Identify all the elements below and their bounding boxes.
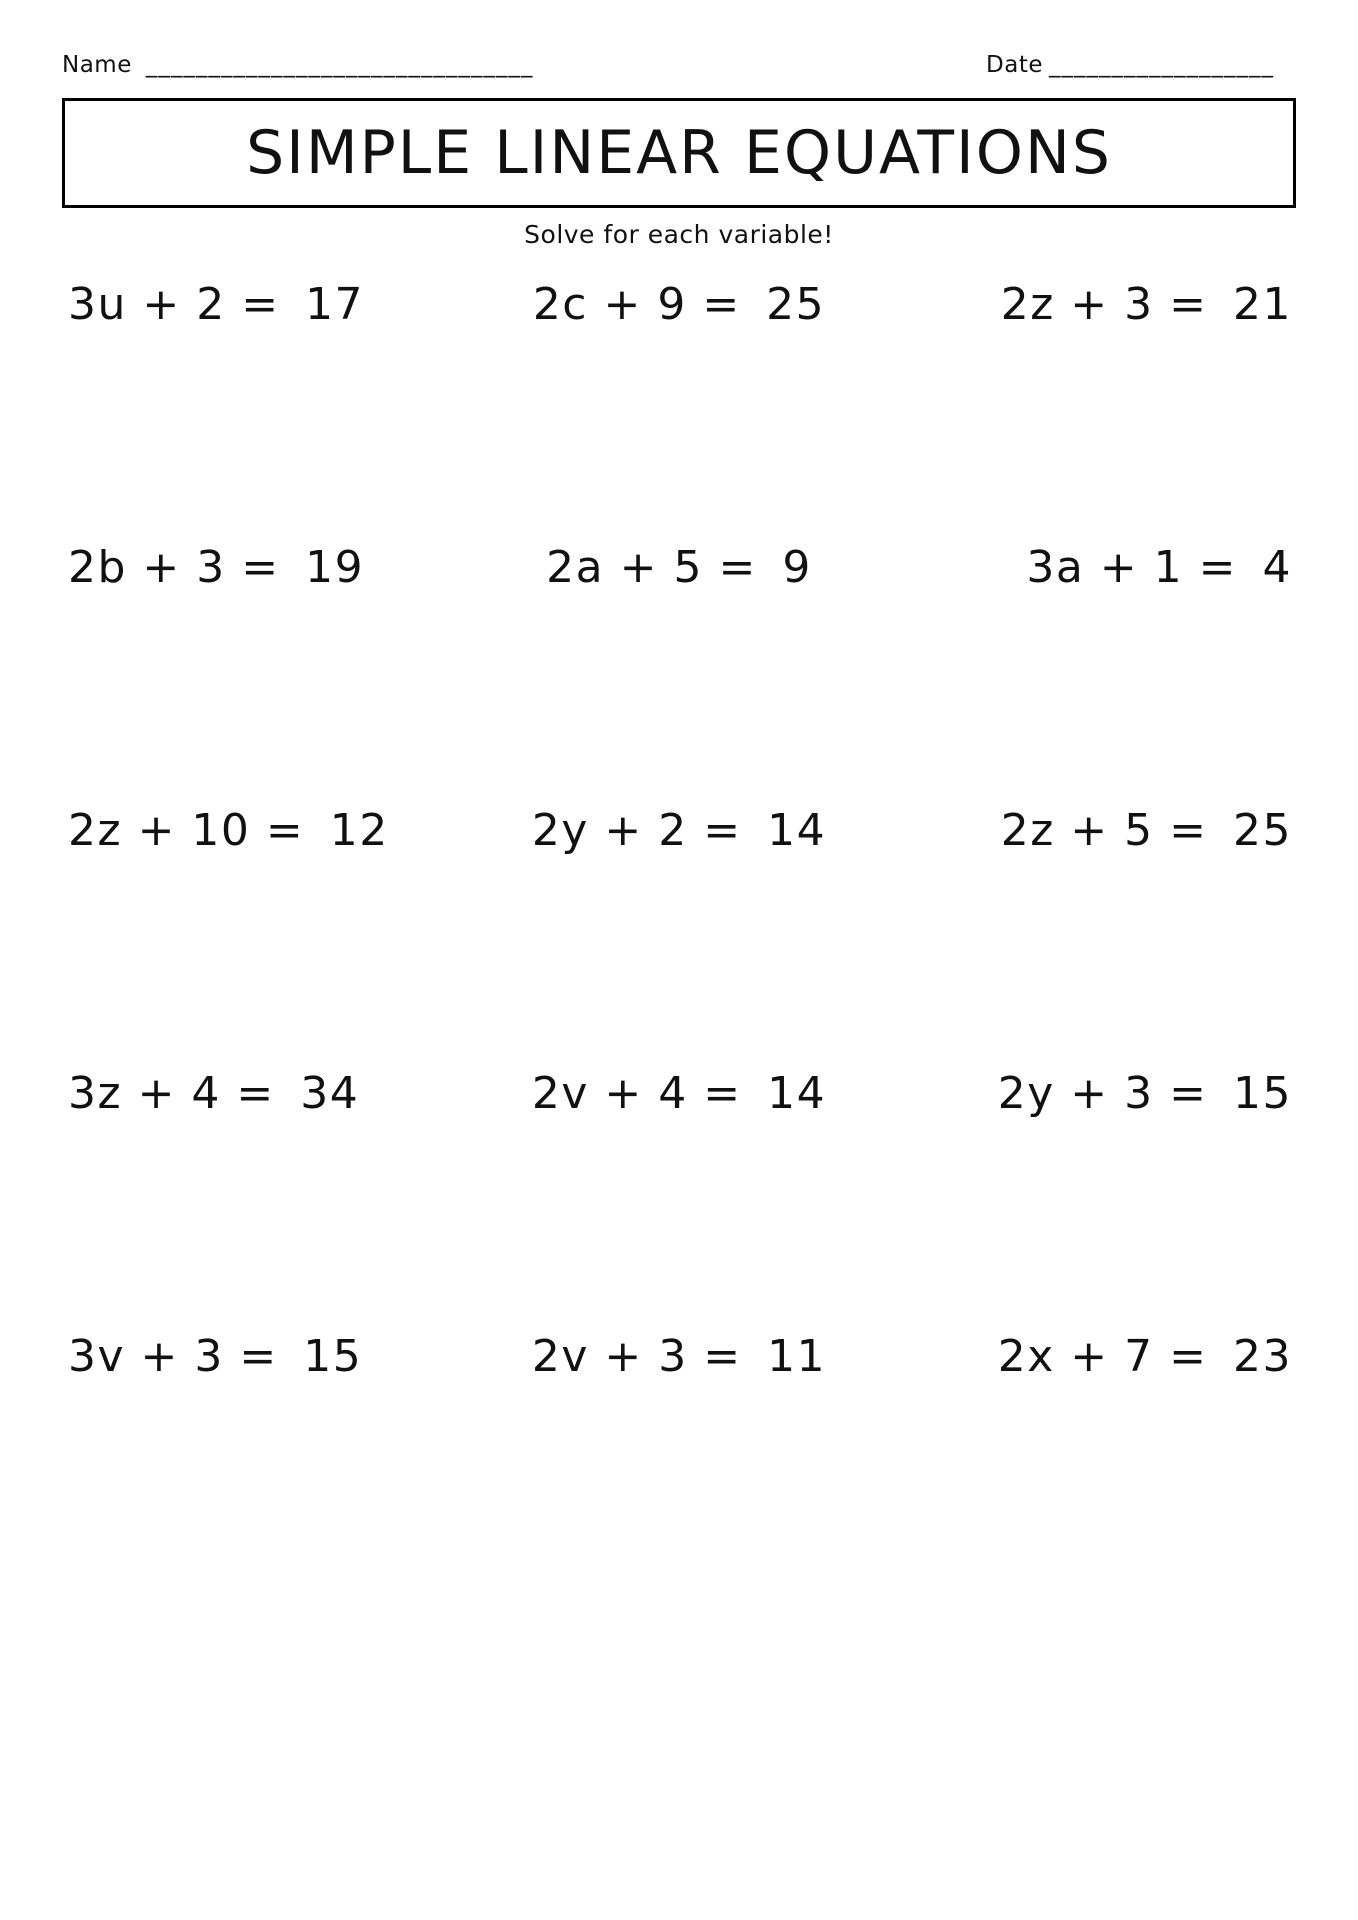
- problem-item[interactable]: [885, 275, 1296, 538]
- problem-expression: 2v + 4 =: [531, 1068, 758, 1119]
- problem-expression: 2v + 3 =: [531, 1331, 758, 1382]
- problem-expression: 2a + 5 =: [546, 542, 773, 593]
- problem-item[interactable]: [62, 1327, 473, 1590]
- problem-item[interactable]: [473, 1327, 884, 1590]
- problem-value: 19: [305, 542, 365, 593]
- title-box: [62, 98, 1296, 208]
- problem-item[interactable]: [885, 801, 1296, 1064]
- problem-item[interactable]: [62, 801, 473, 1064]
- problem-value: 9: [782, 542, 812, 593]
- problem-expression: 3a + 1 =: [1026, 542, 1253, 593]
- problem-value: 25: [1233, 805, 1292, 856]
- date-field[interactable]: [986, 52, 1296, 78]
- problem-grid: [62, 275, 1296, 1590]
- problem-expression: 3v + 3 =: [68, 1331, 294, 1382]
- problem-item[interactable]: [62, 538, 473, 801]
- problem-value: 15: [303, 1331, 363, 1382]
- date-write-line[interactable]: __________________: [1049, 52, 1274, 78]
- problem-item[interactable]: [885, 538, 1296, 801]
- problem-item[interactable]: [885, 1327, 1296, 1590]
- problem-expression: 2x + 7 =: [997, 1331, 1223, 1382]
- name-write-line[interactable]: _______________________________: [145, 52, 534, 78]
- page-title: SIMPLE LINEAR EQUATIONS: [246, 118, 1112, 188]
- problem-value: 23: [1233, 1331, 1292, 1382]
- problem-item[interactable]: [62, 1064, 473, 1327]
- problem-expression: 3u + 2 =: [68, 279, 296, 330]
- student-info-row: [62, 0, 1296, 78]
- problem-expression: 2y + 2 =: [531, 805, 758, 856]
- problem-item[interactable]: [473, 275, 884, 538]
- problem-expression: 2c + 9 =: [532, 279, 757, 330]
- problem-item[interactable]: [473, 1064, 884, 1327]
- problem-value: 4: [1262, 542, 1292, 593]
- problem-expression: 2z + 5 =: [1000, 805, 1223, 856]
- problem-value: 25: [766, 279, 826, 330]
- problem-value: 15: [1233, 1068, 1292, 1119]
- problem-value: 17: [305, 279, 365, 330]
- name-field[interactable]: [62, 52, 533, 78]
- problem-expression: 2z + 3 =: [1000, 279, 1223, 330]
- problem-value: 14: [767, 805, 827, 856]
- name-label: Name: [62, 52, 132, 78]
- problem-value: 14: [767, 1068, 827, 1119]
- problem-item[interactable]: [473, 801, 884, 1064]
- problem-value: 12: [329, 805, 389, 856]
- problem-item[interactable]: [885, 1064, 1296, 1327]
- problem-item[interactable]: [62, 275, 473, 538]
- date-label: Date: [986, 52, 1043, 78]
- problem-expression: 3z + 4 =: [68, 1068, 291, 1119]
- instructions-text: Solve for each variable!: [524, 220, 834, 249]
- problem-expression: 2z + 10 =: [68, 805, 320, 856]
- problem-expression: 2y + 3 =: [997, 1068, 1223, 1119]
- problem-value: 34: [300, 1068, 360, 1119]
- problem-expression: 2b + 3 =: [68, 542, 296, 593]
- problem-value: 11: [767, 1331, 827, 1382]
- problem-item[interactable]: [473, 538, 884, 801]
- problem-value: 21: [1233, 279, 1292, 330]
